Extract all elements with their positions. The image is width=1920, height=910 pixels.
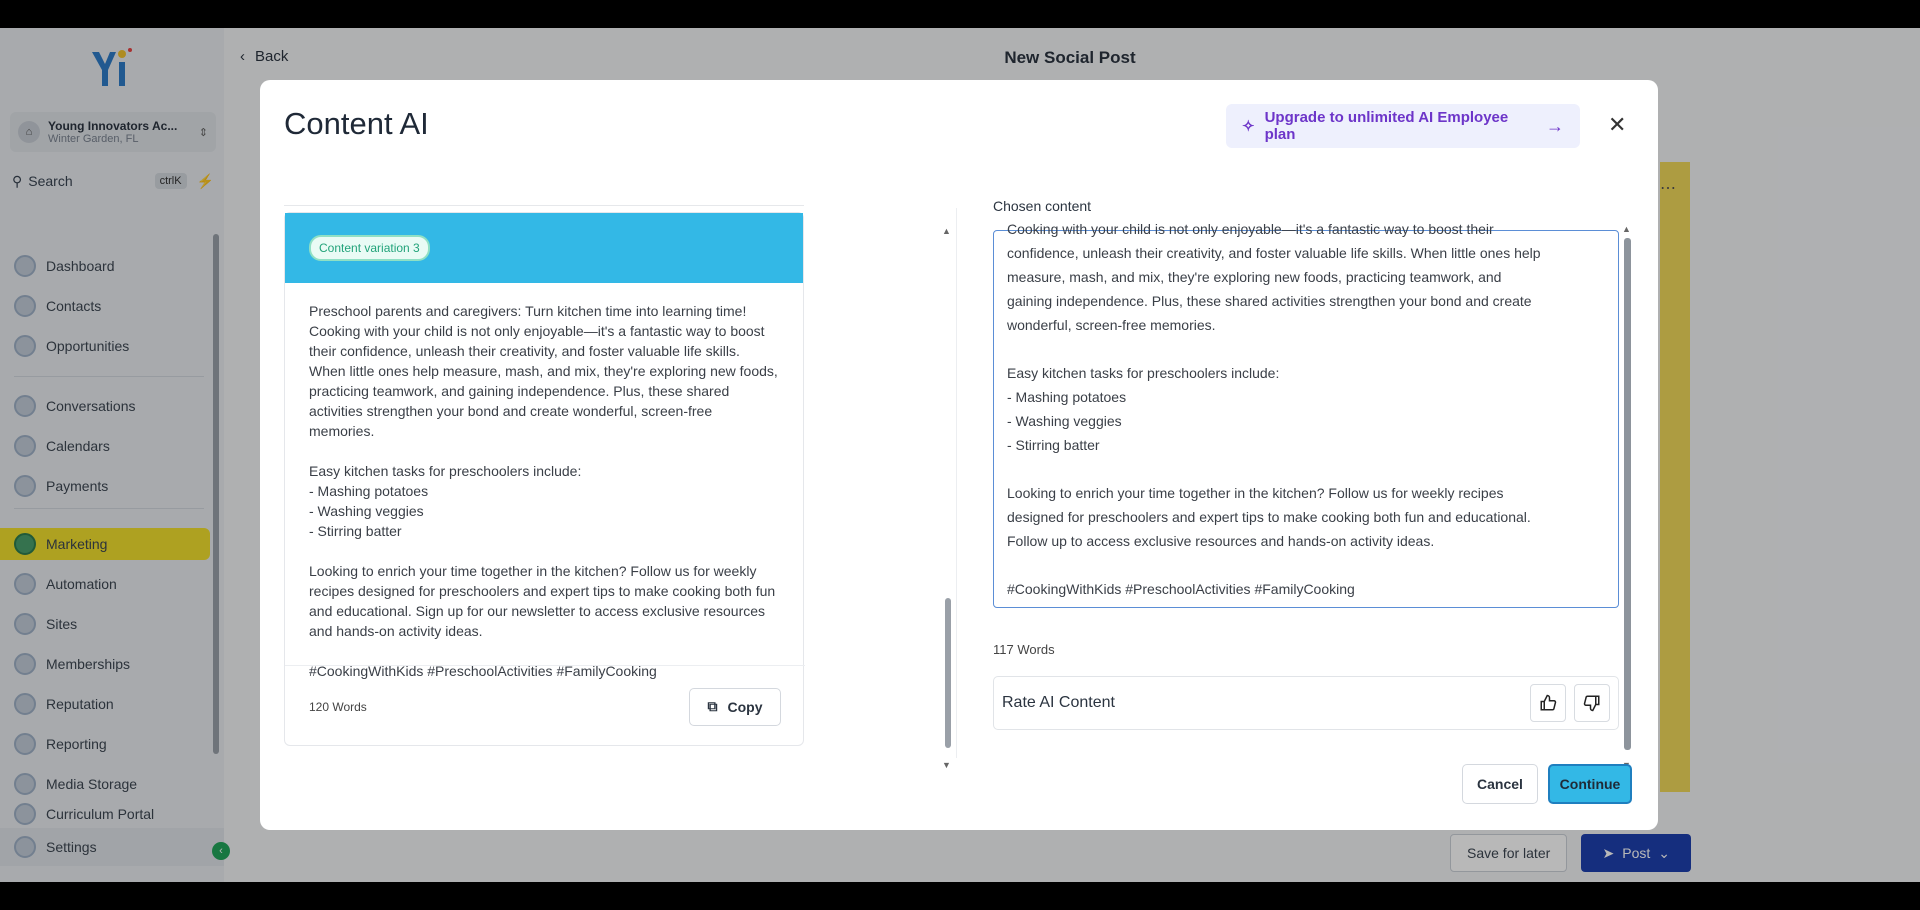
scroll-up-icon[interactable]: ▲: [942, 226, 951, 236]
thumbs-down-icon: [1583, 694, 1601, 712]
copy-label: Copy: [727, 698, 763, 715]
modal-title: Content AI: [284, 106, 429, 141]
thumbs-up-button[interactable]: [1530, 684, 1566, 722]
settings-label: Settings: [46, 839, 97, 855]
close-icon[interactable]: ✕: [1608, 112, 1627, 137]
account-name: Young Innovators Ac...: [48, 118, 178, 133]
sidebar-item-label: Media Storage: [46, 776, 138, 792]
content-ai-modal: [260, 80, 1658, 830]
chosen-content-label: Chosen content: [993, 198, 1092, 214]
modal-footer: [1462, 764, 1632, 804]
sidebar-item-label: Dashboard: [46, 258, 115, 274]
sidebar-item-label: Curriculum Portal: [46, 806, 155, 822]
variation-card[interactable]: [284, 212, 804, 746]
column-divider: [956, 208, 957, 758]
scroll-up-icon[interactable]: ▲: [1622, 224, 1631, 234]
variation-text: Preschool parents and caregivers: Turn kitchen time into learning time! Cooking with your child is not only enjoyable—it's a fantastic way to boost their confidence, unleash their creativity, and foster valuable life skills. When little ones help measure, mash, and mix, they're exploring new foods, practicing teamwork, and gaining independence. Plus, these shared activities strengthen your bond and create wonderful, screen-free memories. Easy kitchen tasks for preschoolers include: - Mashing potatoes - Washing veggies - Stirring batter Looking to enrich your time together in the kitchen? Follow us for weekly recipes designed for preschoolers and expert tips to make cooking both fun and educational. Sign up for our newsletter to access exclusive resources and hands-on activity ideas. #CookingWithKids #PreschoolActivities #FamilyCooking: [309, 303, 778, 679]
chosen-content-text: Cooking with your child is not only enjoyable—it's a fantastic way to boost their confidence, unleash their creativity, and foster valuable life skills. When little ones help measure, mash, and mix, they're exploring new foods, practicing teamwork, and gaining independence. Plus, these shared activities strengthen your bond and create wonderful, screen-free memories. Easy kitchen tasks for preschoolers include: - Mashing potatoes - Washing veggies - Stirring batter Looking to enrich your time together in the kitchen? Follow us for weekly recipes designed for preschoolers and expert tips to make cooking both fun and educational. Follow up to access exclusive resources and hands-on activity ideas. #CookingWithKids #PreschoolActivities #FamilyCooking: [1007, 221, 1541, 597]
variations-scroll-thumb[interactable]: [945, 598, 951, 748]
thumbs-up-icon: [1539, 694, 1557, 712]
sidebar-item-label: Reporting: [46, 736, 107, 752]
rate-label: Rate AI Content: [1002, 694, 1115, 711]
chosen-content-textarea[interactable]: [993, 221, 1619, 608]
sidebar-item-label: Memberships: [46, 656, 131, 672]
sidebar-item-label: Contacts: [46, 298, 102, 314]
bolt-icon[interactable]: ⚡: [196, 172, 214, 189]
chevron-updown-icon: ⇕: [198, 126, 208, 139]
chosen-scrollbar[interactable]: [1622, 224, 1634, 772]
sidebar-item-label: Automation: [46, 576, 117, 592]
page-title: New Social Post: [1004, 48, 1136, 67]
chevron-left-icon: ‹: [240, 48, 245, 65]
sidebar-item-label: Reputation: [46, 696, 114, 712]
location-icon: ⌂: [18, 121, 40, 143]
sidebar-item-label: Payments: [46, 478, 109, 494]
app-window: [0, 28, 1920, 882]
account-location: Winter Garden, FL: [48, 132, 139, 145]
sidebar-item-label: Conversations: [46, 398, 136, 414]
variation-tag: Content variation 3: [309, 235, 430, 261]
arrow-right-icon: →: [1546, 115, 1564, 136]
sidebar-item-label: Sites: [46, 616, 78, 632]
rate-ai-content: [993, 676, 1619, 730]
sidebar-item-label: Opportunities: [46, 338, 130, 354]
variations-scrollbar[interactable]: [942, 226, 954, 772]
upgrade-label: Upgrade to unlimited AI Employee plan: [1264, 109, 1509, 143]
save-for-later-button[interactable]: Save for later: [1450, 834, 1567, 872]
chosen-word-count: 117 Words: [993, 642, 1055, 657]
chosen-scroll-thumb[interactable]: [1624, 238, 1631, 750]
copy-icon: ⧉: [707, 698, 718, 714]
search-label: Search: [28, 173, 73, 189]
variation-card-header: [285, 213, 803, 283]
more-icon[interactable]: ⋯: [1660, 180, 1676, 197]
search-shortcut: ctrlK: [155, 173, 187, 189]
chevron-down-icon: ⌄: [1658, 844, 1670, 861]
upgrade-plan-button[interactable]: [1226, 104, 1580, 148]
variations-list: [284, 196, 804, 746]
cancel-button[interactable]: Cancel: [1462, 764, 1538, 804]
send-icon: ➤: [1602, 844, 1615, 861]
thumbs-down-button[interactable]: [1574, 684, 1610, 722]
previous-card-edge: [284, 196, 804, 206]
back-label: Back: [255, 48, 289, 65]
sidebar-item-label: Marketing: [46, 536, 108, 552]
sidebar-item-label: Calendars: [46, 438, 110, 454]
sparkle-icon: ✧: [1242, 118, 1255, 135]
scroll-down-icon[interactable]: ▼: [942, 760, 951, 770]
variation-card-footer: [285, 665, 805, 747]
continue-button[interactable]: Continue: [1548, 764, 1632, 804]
post-label: Post: [1622, 845, 1651, 861]
collapse-sidebar-button[interactable]: ‹: [212, 842, 230, 860]
search-icon: ⚲: [12, 172, 23, 189]
word-count: 120 Words: [309, 699, 367, 714]
copy-button[interactable]: [689, 688, 781, 726]
